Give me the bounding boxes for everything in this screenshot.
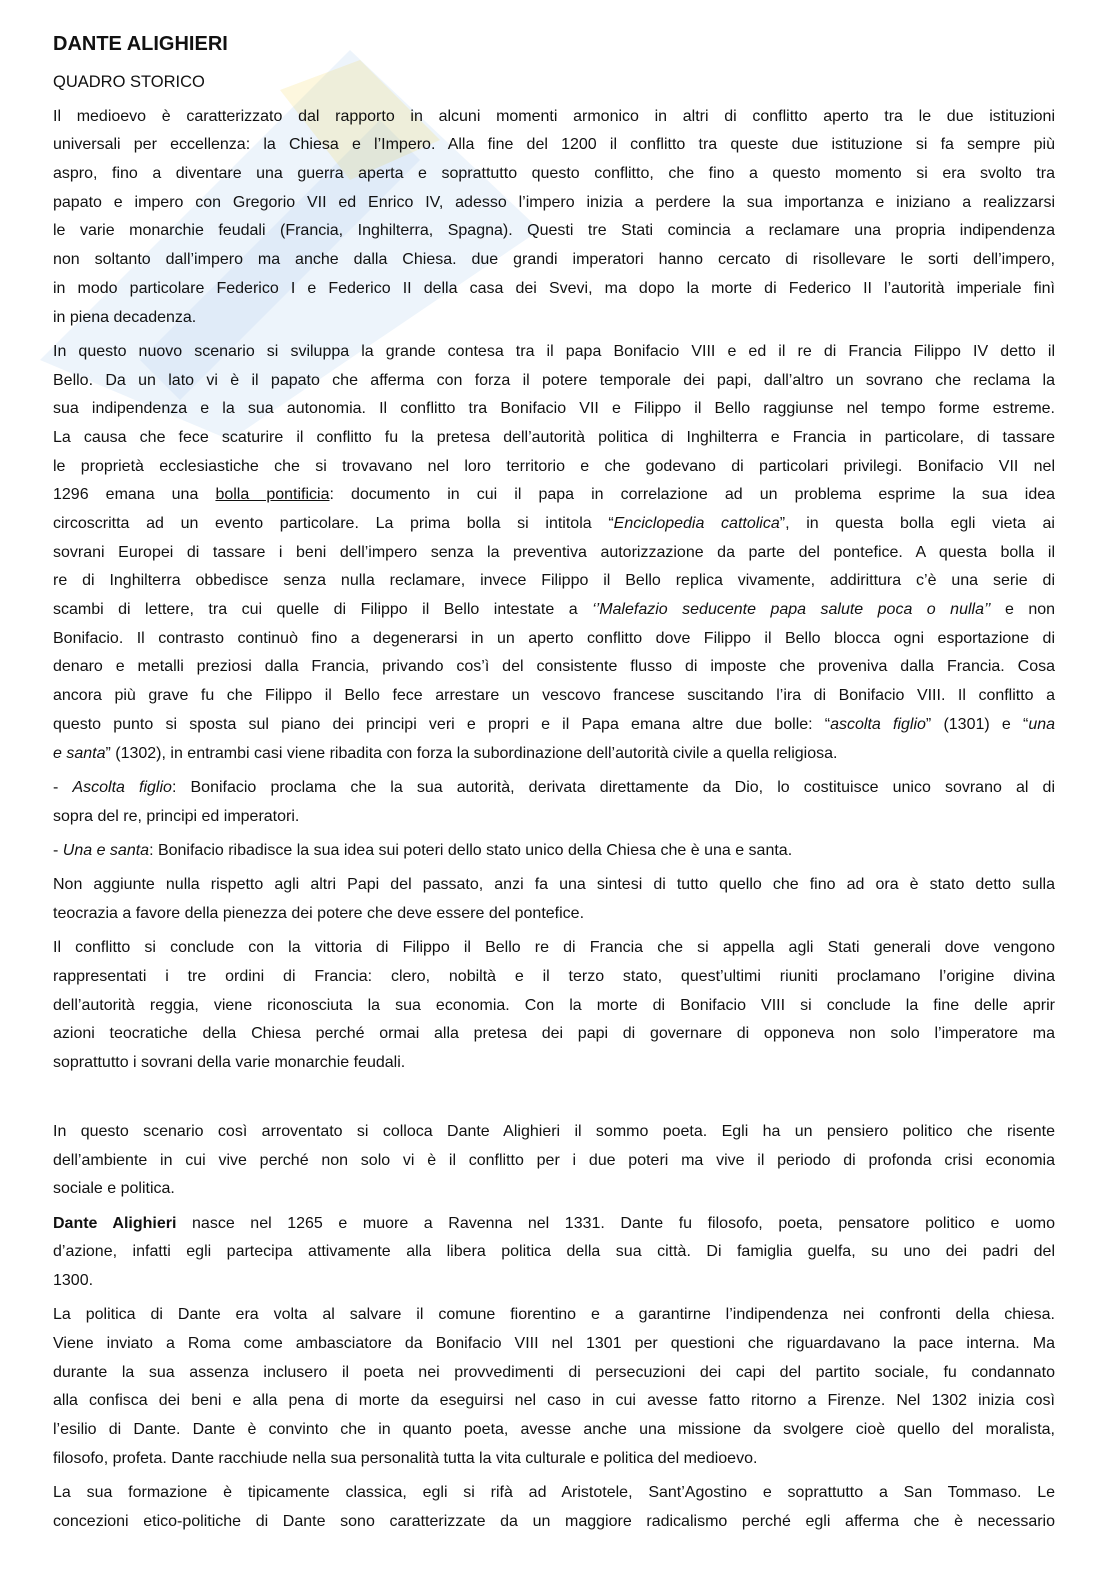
text-span: sociale e politica. <box>53 1180 175 1198</box>
text-line <box>53 131 1055 160</box>
text-span: : documento in cui il papa in correlazione ad un problema esprime la sua idea <box>329 486 1056 504</box>
italic-text: Una e santa <box>62 841 150 859</box>
text-span: La sua formazione è tipicamente classica, egli si rifà ad Aristotele, Sant’Agostino e soprattutto a San Tommaso. Le <box>53 1484 1055 1502</box>
document-body <box>53 103 1055 1537</box>
text-line <box>53 103 1055 132</box>
paragraph <box>53 103 1055 333</box>
paragraph <box>53 774 1055 831</box>
text-span: azioni teocratiche della Chiesa perché ormai alla pretesa dei papi di governare di opponeva non solo l’imperatore ma <box>53 1025 1055 1043</box>
text-line <box>53 1387 1055 1416</box>
text-span: sua indipendenza e la sua autonomia. Il conflitto tra Bonifacio VII e Filippo il Bello raggiunse nel tempo forme estreme. <box>53 400 1055 418</box>
text-span: l’esilio di Dante. Dante è convinto che in quanto poeta, avesse anche una missione da svolgere cioè quello del moralista, <box>53 1421 1055 1439</box>
document-page <box>53 28 1055 1537</box>
text-line <box>53 1238 1055 1267</box>
paragraph <box>53 338 1055 768</box>
text-span: La politica di Dante era volta al salvare il comune fiorentino e a garantirne l’indipendenza nei confronti della chiesa. <box>53 1306 1055 1324</box>
text-span: in modo particolare Federico I e Federico II della casa dei Svevi, ma dopo la morte di Federico II l’autorità imperiale finì <box>53 279 1055 297</box>
text-line <box>53 189 1055 218</box>
document-title: DANTE ALIGHIERI <box>53 33 228 55</box>
text-line <box>53 539 1055 568</box>
text-span: non soltanto dall’impero ma anche dalla Chiesa. due grandi imperatori hanno cercato di risollevare le sorti dell’impero, <box>53 251 1055 269</box>
text-span: Il conflitto si conclude con la vittoria di Filippo il Bello re di Francia che si appella agli Stati generali dove vengono <box>53 939 1055 957</box>
italic-text: Ascolta figlio <box>72 778 172 796</box>
text-line <box>53 711 1055 740</box>
text-span: Non aggiunte nulla rispetto agli altri Papi del passato, anzi fa una sintesi di tutto quello che fino ad ora è stato detto sulla <box>53 876 1055 894</box>
text-line <box>53 963 1055 992</box>
text-span: In questo nuovo scenario si sviluppa la grande contesa tra il papa Bonifacio VIII e ed il re di Francia Filippo IV detto il <box>53 342 1055 360</box>
text-span: in piena decadenza. <box>53 308 197 326</box>
text-line <box>53 871 1055 900</box>
text-span: sovrani Europei di tassare i beni dell’impero senza la preventiva autorizzazione da parte del pontefice. A questa bolla il <box>53 543 1055 561</box>
text-span: ” (1301) e “ <box>925 715 1029 733</box>
text-line <box>53 510 1055 539</box>
text-span: questo punto si sposta sul piano dei principi veri e propri e il Papa emana altre due bolle: “ <box>53 715 831 733</box>
paragraph <box>53 1479 1055 1536</box>
text-line <box>53 682 1055 711</box>
text-span: ancora più grave fu che Filippo il Bello fece arrestare un vescovo francese suscitando l’ira di Bonifacio VIII. Il conflitto a <box>53 687 1055 705</box>
italic-text: una <box>1028 715 1056 733</box>
text-span: aspro, fino a diventare una guerra aperta e soprattutto questo conflitto, che fino a questo momento si era svolto tra <box>53 165 1055 183</box>
text-line <box>53 625 1055 654</box>
text-span: universali per eccellenza: la Chiesa e l’Impero. Alla fine del 1200 il conflitto tra queste due istituzione si fa sempre più <box>53 136 1055 154</box>
text-span: concezioni etico-politiche di Dante sono caratterizzate da un maggiore radicalismo perché egli afferma che è necessario <box>53 1512 1055 1530</box>
text-line <box>53 1301 1055 1330</box>
text-span: dell’autorità reggia, viene riconosciuta la sua economia. Con la morte di Bonifacio VIII si conclude la fine delle aprir <box>53 996 1055 1014</box>
text-span: sopra del re, principi ed imperatori. <box>53 807 300 825</box>
italic-text: ascolta figlio <box>830 715 926 733</box>
text-line <box>53 275 1055 304</box>
text-line <box>53 653 1055 682</box>
text-line <box>53 837 1055 866</box>
text-span: dell’ambiente in cui vive perché non solo vi è il conflitto per i due poteri ma vive il periodo di profonda crisi economia <box>53 1151 1055 1169</box>
text-span: ”, in questa bolla egli vieta ai <box>779 515 1055 532</box>
text-line <box>53 1118 1055 1147</box>
text-line <box>53 934 1055 963</box>
text-line <box>53 1508 1055 1537</box>
italic-text: ‘’Malefazio seducente papa salute poca o nulla’’ <box>592 601 991 619</box>
text-line <box>53 1359 1055 1388</box>
italic-text: Enciclopedia cattolica <box>613 515 780 532</box>
text-span: alla confisca dei beni e alla pena di morte da eseguirsi nel caso in cui avesse fatto ritorno a Firenze. Nel 1302 inizia così <box>53 1392 1055 1410</box>
text-line <box>53 338 1055 367</box>
paragraph <box>53 837 1055 866</box>
text-line <box>53 160 1055 189</box>
text-span: filosofo, profeta. Dante racchiude nella sua personalità tutta la vita culturale e politica del medioevo. <box>53 1449 758 1467</box>
text-span: Bello. Da un lato vi è il papato che afferma con forza il potere temporale dei papi, dall’altro un sovrano che reclama la <box>53 371 1055 389</box>
text-line <box>53 453 1055 482</box>
text-line <box>53 1479 1055 1508</box>
text-line <box>53 395 1055 424</box>
text-span: d’azione, infatti egli partecipa attivamente alla libera politica della sua città. Di famiglia guelfa, su uno dei padri del <box>53 1243 1055 1261</box>
text-span: le varie monarchie feudali (Francia, Inghilterra, Spagna). Questi tre Stati comincia a reclamare una propria indipendenza <box>53 222 1055 240</box>
text-line <box>53 1175 1055 1204</box>
paragraph <box>53 871 1055 928</box>
paragraph <box>53 1084 1055 1113</box>
text-span: papato e impero con Gregorio VII ed Enrico IV, adesso l’impero inizia a perdere la sua importanza e iniziano a realizzarsi <box>53 193 1055 211</box>
bold-text: Dante Alighieri <box>53 1214 177 1232</box>
text-line <box>53 217 1055 246</box>
text-span: Bonifacio. Il contrasto continuò fino a degenerarsi in un aperto conflitto dove Filippo il Bello blocca ogni esportazione di <box>53 629 1055 647</box>
text-line <box>53 992 1055 1021</box>
text-span: : Bonifacio proclama che la sua autorità, derivata direttamente da Dio, lo costituisce unico sovrano al di <box>171 778 1056 796</box>
text-span: 1300. <box>53 1272 94 1289</box>
text-line <box>53 803 1055 832</box>
text-span: re di Inghilterra obbedisce senza nulla reclamare, invece Filippo il Bello replica vivamente, addirittura c’è una serie di <box>53 572 1055 590</box>
text-span: e non <box>990 601 1056 619</box>
text-line <box>53 367 1055 396</box>
text-span: denaro e metalli preziosi dalla Francia, privando cos’ì del consistente flusso di imposte che proveniva dalla Francia. Cosa <box>53 658 1055 676</box>
text-line <box>53 1267 1055 1296</box>
text-line <box>53 1445 1055 1474</box>
text-line <box>53 1416 1055 1445</box>
text-span: : Bonifacio ribadisce la sua idea sui poteri dello stato unico della Chiesa che è una e santa. <box>149 841 793 859</box>
text-line <box>53 1210 1055 1239</box>
section-heading: QUADRO STORICO <box>53 72 205 91</box>
italic-text: e santa <box>53 744 106 762</box>
text-span: Il medioevo è caratterizzato dal rapporto in alcuni momenti armonico in altri di conflitto aperto tra le due istituzioni <box>53 107 1055 125</box>
text-line <box>53 481 1055 510</box>
text-line <box>53 900 1055 929</box>
paragraph <box>53 934 1055 1077</box>
text-span: 1296 emana una <box>53 486 216 504</box>
text-span: ” (1302), in entrambi casi viene ribadita con forza la subordinazione dell’autorità civile a quella religiosa. <box>105 744 838 762</box>
text-span: durante la sua assenza inclusero il poeta nei provvedimenti di persecuzioni dei capi del partito sociale, fu condannato <box>53 1363 1055 1381</box>
paragraph <box>53 1118 1055 1204</box>
text-span: scambi di lettere, tra cui quelle di Filippo il Bello intestate a <box>53 601 593 619</box>
text-line <box>53 1147 1055 1176</box>
text-span: nasce nel 1265 e muore a Ravenna nel 1331. Dante fu filosofo, poeta, pensatore politico e uomo <box>176 1214 1056 1232</box>
text-line <box>53 304 1055 333</box>
text-line <box>53 1020 1055 1049</box>
text-span: circoscritta ad un evento particolare. La prima bolla si intitola “ <box>53 515 614 532</box>
text-line <box>53 740 1055 769</box>
text-span: La causa che fece scaturire il conflitto fu la pretesa dell’autorità politica di Inghilterra e Francia in particolare, di tassare <box>53 428 1055 446</box>
text-line <box>53 1049 1055 1078</box>
underlined-text: bolla pontificia <box>215 486 330 504</box>
text-span: - <box>53 778 73 796</box>
text-line <box>53 424 1055 453</box>
paragraph <box>53 1301 1055 1473</box>
text-span: soprattutto i sovrani della varie monarchie feudali. <box>53 1054 406 1072</box>
text-line <box>53 596 1055 625</box>
text-line <box>53 774 1055 803</box>
text-line <box>53 1330 1055 1359</box>
text-line <box>53 567 1055 596</box>
paragraph <box>53 1210 1055 1296</box>
text-span: rappresentati i tre ordini di Francia: clero, nobiltà e il terzo stato, quest’ultimi riuniti proclamano l’origine divina <box>53 968 1055 986</box>
text-line <box>53 246 1055 275</box>
text-span: - <box>53 841 63 859</box>
text-span: Viene inviato a Roma come ambasciatore da Bonifacio VIII nel 1301 per questioni che riguardavano la pace interna. Ma <box>53 1335 1055 1353</box>
text-span: In questo scenario così arroventato si colloca Dante Alighieri il sommo poeta. Egli ha un pensiero politico che risente <box>53 1122 1055 1140</box>
text-span: le proprietà ecclesiastiche che si trovavano nel loro territorio e che godevano di particolari privilegi. Bonifacio VII nel <box>53 457 1055 475</box>
text-span: teocrazia a favore della pienezza dei potere che deve essere del pontefice. <box>53 905 585 922</box>
